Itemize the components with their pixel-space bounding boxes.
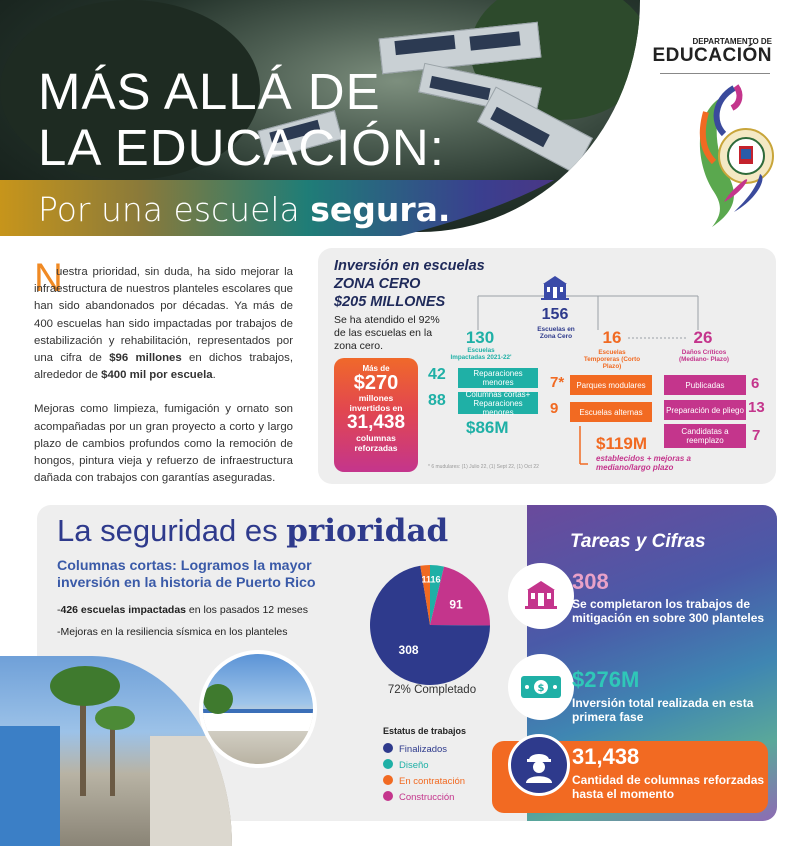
pink-row-count-1: 6 [751,375,760,392]
legend-dot [383,791,393,801]
investment-title: Inversión en escuelas ZONA CERO $205 MILLONES [334,258,485,310]
branch-critical-count: 26 [693,328,713,347]
pie-caption: 72% Completado [387,684,477,696]
pie-data-label: 16 [430,574,441,585]
stat-text-2: Inversión total realizada en esta primera fase [572,696,754,724]
tasks-title: Tareas y Cifras [570,531,706,552]
pink-row-box-1: Publicadas [664,375,746,395]
department-label-small: DEPARTAMENTO DE [692,37,772,46]
orange-row-count-2: 9 [550,400,559,417]
pie-data-label: 308 [398,643,419,658]
legend-item: En contratación [383,774,465,790]
pink-row-count-2: 13 [748,399,765,416]
stat-value-3: 31,438 [572,744,640,769]
teal-row-box-1: Reparaciones menores [458,368,538,388]
root-count: 156 [541,306,569,323]
orange-row-box-2: Escuelas alternas [570,402,652,422]
stat-circle-1 [508,563,574,629]
pink-row-count-3: 7 [752,427,761,444]
pink-row-box-2: Preparación de pliego [664,400,746,420]
stat-text-3: Cantidad de columnas reforzadas hasta el momento [572,773,765,801]
security-title: La seguridad es prioridad [57,513,449,549]
branch-impacted-label: Escuelas Impactadas 2021-22' [450,347,512,361]
divider [660,73,770,74]
intro-text: uestra prioridad, sin duda, ha sido mejorar la infraestructura de nuestros planteles escolares que han sido abandonados por décadas. Ya más de 400 escuelas han sido impactadas por trabajos de estabilización y rehabilitación, representados por una cifra de $96 millones en dichos trabajos, alrededor de $400 mil por escuela. Mejoras como limpieza, fumigación y ornato son acompañadas por un gran proyecto a corto y largo plazo de cambios profundos como la remoción de hongos, pintura vieja y refuerzo de infraestructura dañada con trabajos con garantías aseguradas. [34,266,294,485]
page-title: MÁS ALLÁ DE LA EDUCACIÓN: [38,63,445,176]
status-pie-chart [368,563,492,687]
teal-row-box-2: Columnas cortas+ Reparaciones menores [458,392,538,414]
department-label-big: EDUCACIÓN [652,45,772,66]
legend-dot [383,743,393,753]
stat-value-2: $276M [572,667,640,692]
stat-text-1: Se completaron los trabajos de mitigación en sobre 300 planteles [572,597,765,625]
orange-total: $119M [596,434,648,453]
page-subtitle: Por una escuela segura. [38,190,451,229]
school-building-icon [539,274,571,302]
stat-circle-3 [508,734,570,796]
bullet-2: -Mejoras en la resiliencia sísmica en los planteles [57,626,288,638]
pie-data-label: 11 [421,574,431,585]
school-building-photo [199,650,317,768]
pink-row-box-3: Candidatas a reemplazo [664,424,746,448]
footnote: * 6 mudulares: (1) Julio 22, (1) Sept 22, (1) Oct 22 [428,464,539,470]
branch-critical-label: Daños Críticos (Mediano- Plazo) [678,349,730,363]
branch-temporary-count: 16 [602,328,622,347]
legend [383,742,465,806]
stat-value-1: 308 [572,569,609,594]
teal-row-count-2: 88 [428,392,446,409]
branch-impacted-count: 130 [465,328,495,347]
pie-data-label: 91 [449,597,463,612]
bullet-1: -426 escuelas impactadas en los pasados 12 meses [57,604,308,616]
money-icon [519,673,563,701]
branch-temporary-label: Escuelas Temporeras (Corto Plazo) [583,349,641,370]
orange-row-count-1: 7* [550,374,565,391]
orange-row-box-1: Parques modulares [570,375,652,395]
legend-dot [383,775,393,785]
teal-row-count-1: 42 [428,366,446,383]
legend-item: Construcción [383,790,465,806]
school-icon [521,578,561,614]
drop-cap: N [34,256,63,300]
invested-box: Más de $270 millones invertidos en 31,438 columnas reforzadas [334,358,418,472]
teal-total: $86M [466,418,509,437]
orange-total-note: establecidos + mejoras a mediano/largo plazo [596,454,691,472]
svg-text:$: $ [537,683,545,694]
government-seal-logo [684,82,784,227]
stat-circle-2 [508,654,574,720]
legend-title: Estatus de trabajos [383,726,467,736]
legend-item: Diseño [383,758,465,774]
security-subtitle: Columnas cortas: Logramos la mayor inversión en la historia de Puerto Rico [57,558,316,591]
worker-icon [521,746,557,784]
attended-text: Se ha atendido el 92% de las escuelas en la zona cero. [334,314,440,352]
root-label: Escuelas en Zona Cero [537,326,575,340]
legend-item: Finalizados [383,742,465,758]
legend-dot [383,759,393,769]
